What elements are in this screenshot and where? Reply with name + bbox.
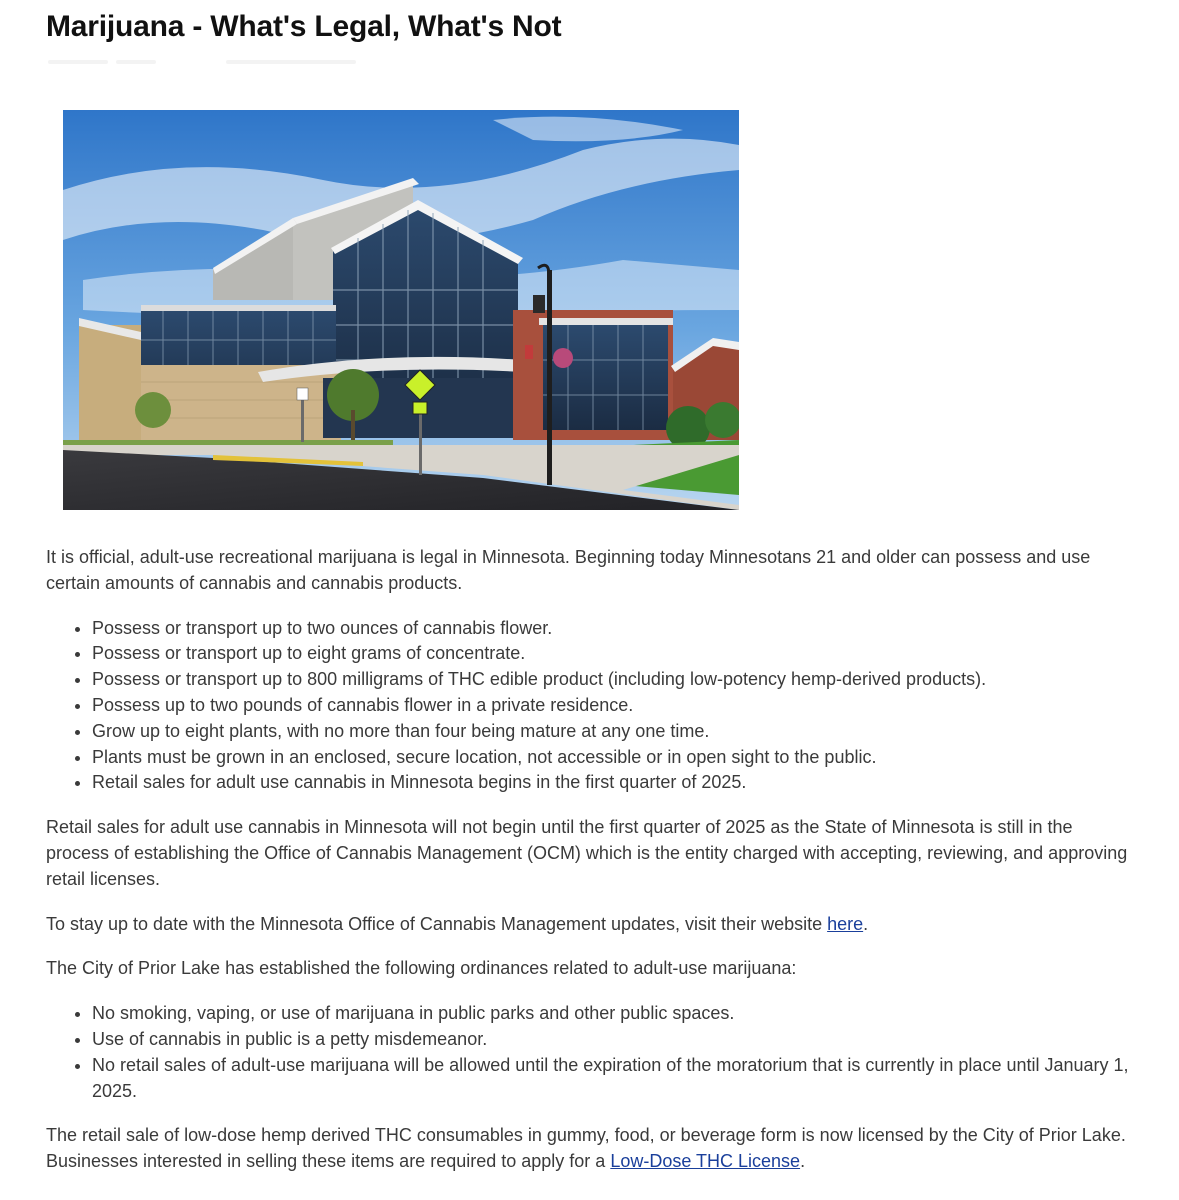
list-item: • Possess or transport up to eight grams of concentrate. <box>92 641 1136 667</box>
ocm-period: . <box>863 913 869 934</box>
list-item: • Possess or transport up to two ounces of cannabis flower. <box>92 616 1136 642</box>
hemp-period: . <box>800 1151 806 1172</box>
building-photo-icon <box>63 110 739 510</box>
allowed-list <box>46 616 1136 797</box>
faded-metadata <box>46 56 366 70</box>
ordinances-intro: The City of Prior Lake has established the following ordinances related to adult-use marijuana: <box>46 958 797 979</box>
list-item: • Plants must be grown in an enclosed, secure location, not accessible or in open sight to the public. <box>92 745 1136 771</box>
list-item: • Grow up to eight plants, with no more than four being mature at any one time. <box>92 719 1136 745</box>
ocm-paragraph <box>46 912 1136 938</box>
ordinance-list <box>46 1001 1136 1104</box>
list-item: • Retail sales for adult use cannabis in Minnesota begins in the first quarter of 2025. <box>92 770 1136 796</box>
ocm-text: To stay up to date with the Minnesota Office of Cannabis Management updates, visit their website <box>46 913 828 934</box>
list-item: • Possess up to two pounds of cannabis flower in a private residence. <box>92 693 1136 719</box>
hemp-paragraph <box>46 1123 1136 1175</box>
low-dose-thc-license-link[interactable]: Low-Dose THC License <box>610 1151 801 1172</box>
page-title: Marijuana - What's Legal, What's Not <box>46 10 562 43</box>
list-item: • Possess or transport up to 800 milligrams of THC edible product (including low-potency hemp-derived products). <box>92 667 1136 693</box>
ocm-website-link[interactable]: here <box>827 913 864 934</box>
retail-paragraph: Retail sales for adult use cannabis in Minnesota will not begin until the first quarter of 2025 as the State of Minnesota is still in the process of establishing the Office of Cannabis Management (OCM) which is the entity charged with accepting, reviewing, and approving retail licenses. <box>46 817 1128 889</box>
list-item: • Use of cannabis in public is a petty misdemeanor. <box>92 1027 1136 1053</box>
hemp-text: The retail sale of low-dose hemp derived THC consumables in gummy, food, or beverage form is now licensed by the City of Prior Lake. Businesses interested in selling these items are required to apply for a <box>46 1125 1126 1172</box>
list-item: • No smoking, vaping, or use of marijuana in public parks and other public spaces. <box>92 1001 1136 1027</box>
city-hall-photo <box>63 110 739 510</box>
article-body <box>46 545 1136 1194</box>
list-item: • No retail sales of adult-use marijuana will be allowed until the expiration of the moratorium that is currently in place until January 1, 2025. <box>92 1053 1136 1105</box>
intro-paragraph: It is official, adult-use recreational marijuana is legal in Minnesota. Beginning today Minnesotans 21 and older can possess and use certain amounts of cannabis and cannabis products. <box>46 547 1091 593</box>
